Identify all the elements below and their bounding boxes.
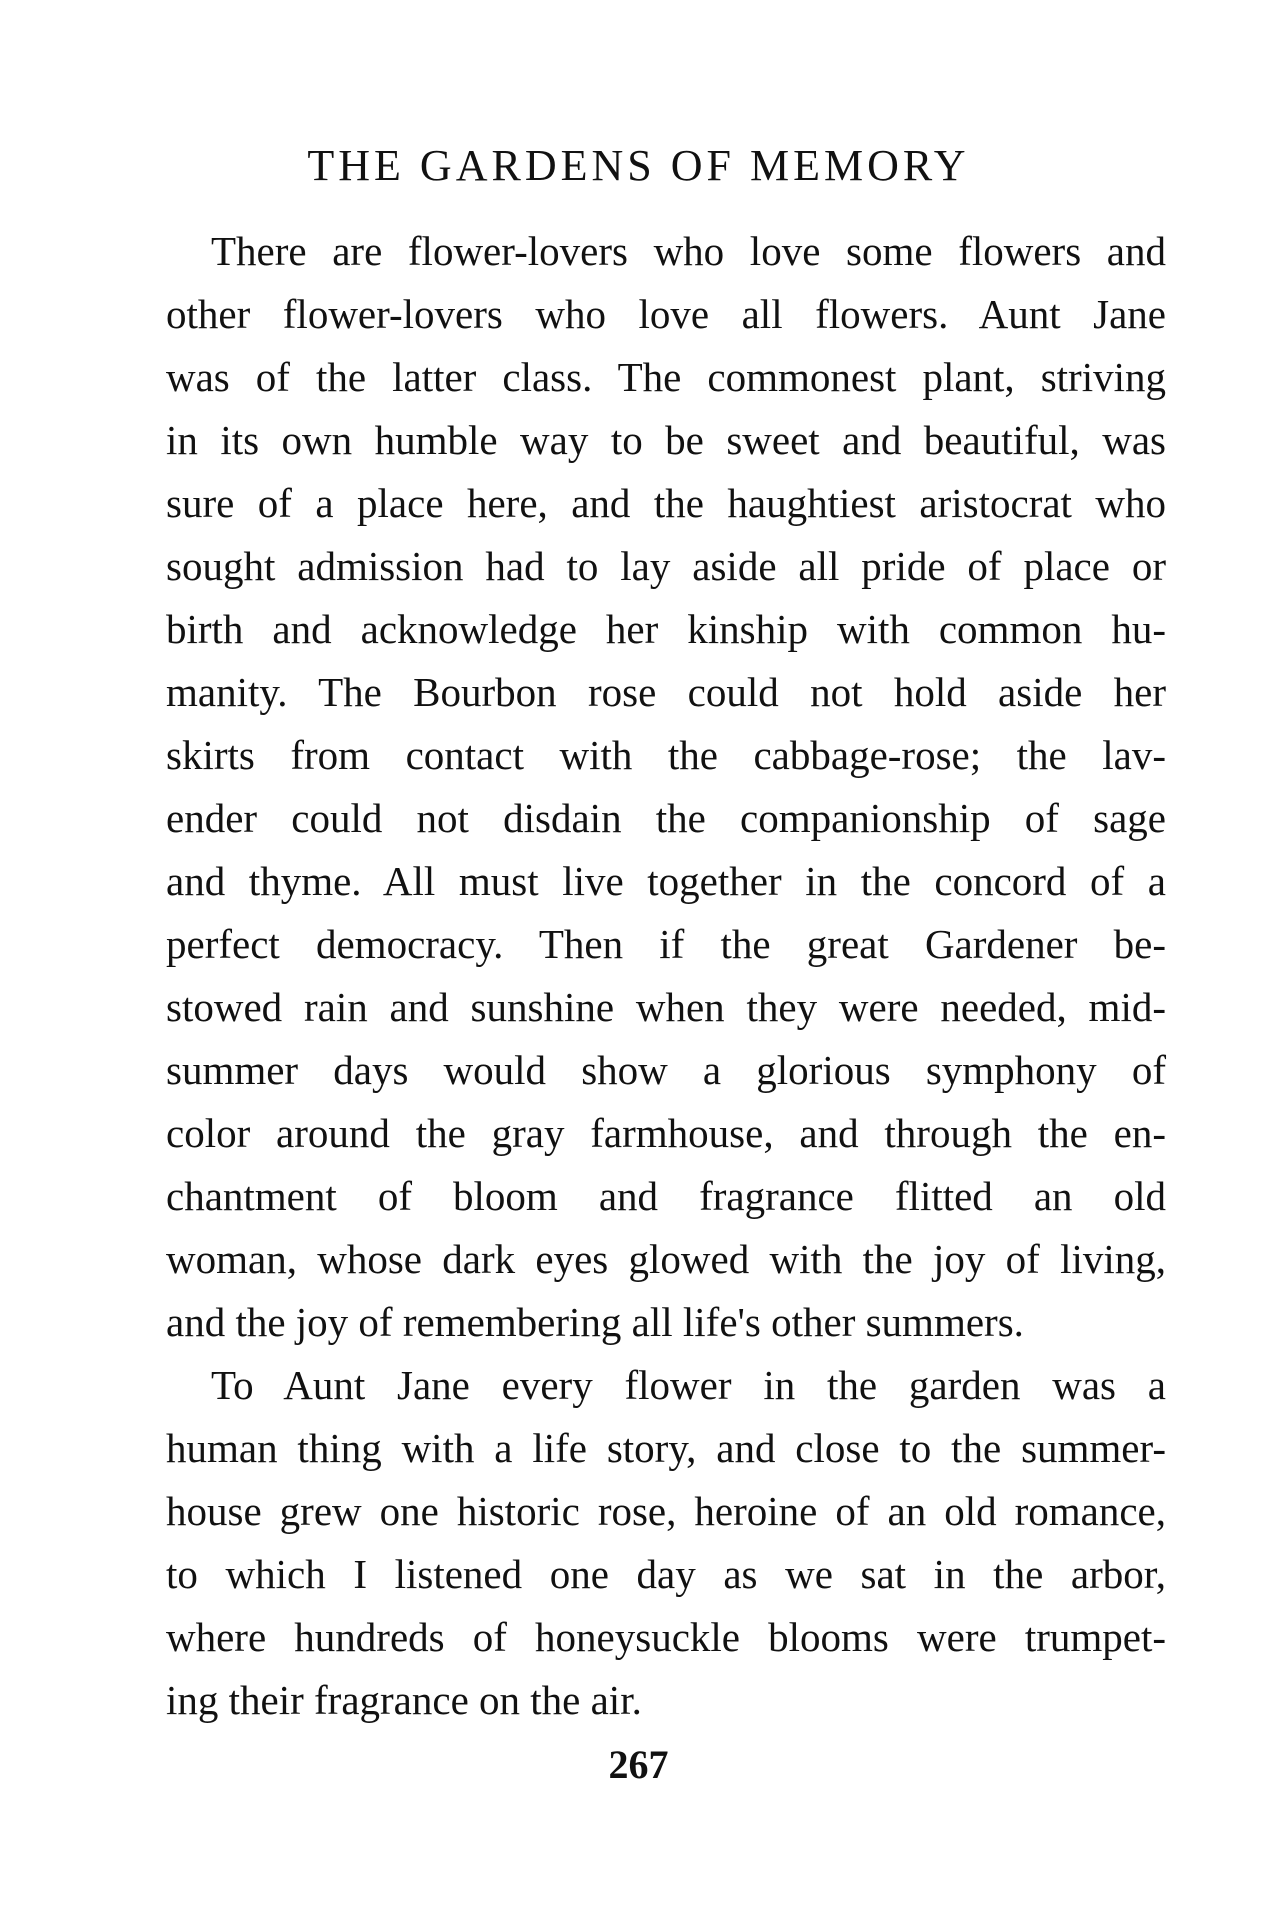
paragraph-1-line-4: in its own humble way to be sweet and beautiful, was	[166, 417, 1166, 463]
paragraph-1-line-12: perfect democracy. Then if the great Gardener be-	[166, 921, 1166, 967]
paragraph-1-line-3: was of the latter class. The commonest plant, striving	[166, 354, 1166, 400]
paragraph-1-line-18: and the joy of remembering all life's other summers.	[166, 1299, 1024, 1345]
body-text	[166, 220, 1166, 1732]
paragraph-1-line-11: and thyme. All must live together in the concord of a	[166, 858, 1166, 904]
paragraph-2-line-1: To Aunt Jane every flower in the garden was a	[211, 1362, 1166, 1408]
paragraph-1-line-10: ender could not disdain the companionship of sage	[166, 795, 1166, 841]
paragraph-1-line-13: stowed rain and sunshine when they were needed, mid-	[166, 984, 1166, 1030]
paragraph-1-line-8: manity. The Bourbon rose could not hold aside her	[166, 669, 1166, 715]
paragraph-1-line-15: color around the gray farmhouse, and through the en-	[166, 1110, 1166, 1156]
running-head: THE GARDENS OF MEMORY	[307, 141, 970, 190]
paragraph-1-line-2: other flower-lovers who love all flowers. Aunt Jane	[166, 291, 1166, 337]
paragraph-2-line-5: where hundreds of honeysuckle blooms were trumpet-	[166, 1614, 1166, 1660]
paragraph-1-line-17: woman, whose dark eyes glowed with the joy of living,	[166, 1236, 1166, 1282]
paragraph-1-line-9: skirts from contact with the cabbage-rose; the lav-	[166, 732, 1166, 778]
paragraph-2-line-3: house grew one historic rose, heroine of an old romance,	[166, 1488, 1166, 1534]
paragraph-2-line-2: human thing with a life story, and close to the summer-	[166, 1425, 1166, 1471]
paragraph-1-line-6: sought admission had to lay aside all pride of place or	[166, 543, 1166, 589]
page-number: 267	[608, 1742, 669, 1787]
paragraph-1-line-14: summer days would show a glorious symphony of	[166, 1047, 1166, 1093]
paragraph-2-line-6: ing their fragrance on the air.	[166, 1677, 642, 1723]
paragraph-1-line-1: There are flower-lovers who love some flowers and	[211, 228, 1166, 274]
paragraph-1-line-5: sure of a place here, and the haughtiest aristocrat who	[166, 480, 1166, 526]
paragraph-2-line-4: to which I listened one day as we sat in the arbor,	[166, 1551, 1166, 1597]
paragraph-1-line-16: chantment of bloom and fragrance flitted an old	[166, 1173, 1166, 1219]
paragraph-1-line-7: birth and acknowledge her kinship with common hu-	[166, 606, 1166, 652]
